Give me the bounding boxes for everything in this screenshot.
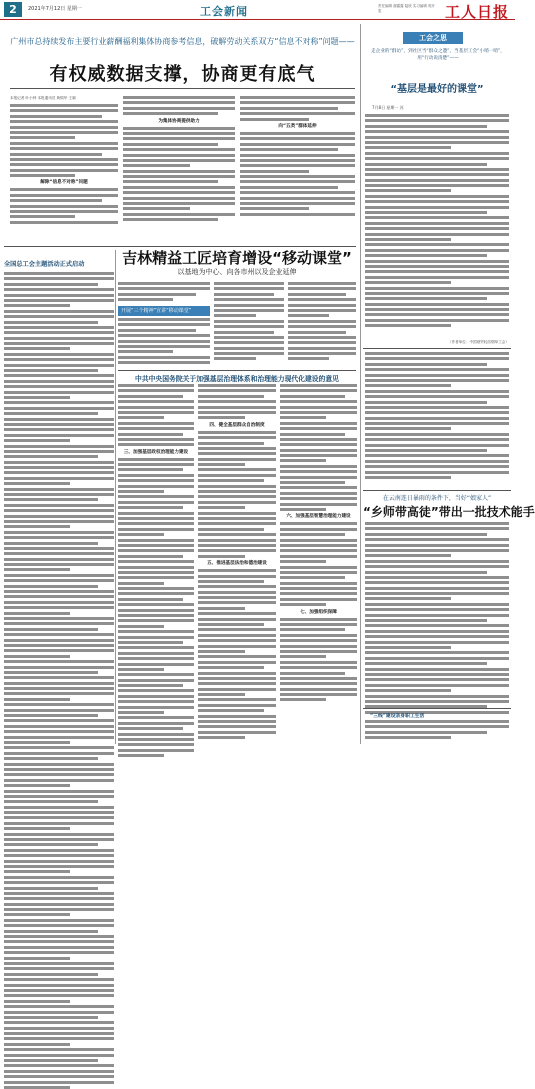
lead-column-3 <box>240 96 355 246</box>
story2-lead <box>118 282 210 304</box>
lead-column-1 <box>10 96 118 246</box>
story2-col-3 <box>288 282 356 368</box>
sidebar-headline: “基层是最好的课堂” <box>390 84 484 95</box>
divider <box>363 348 511 349</box>
sidebar-footer: （作者单位：中国财贸轻纺烟草工会） <box>447 340 509 344</box>
story3-col-2 <box>198 384 276 744</box>
masthead <box>0 0 515 20</box>
divider <box>118 370 356 371</box>
story4-body <box>365 522 509 708</box>
story2-title: 吉林精益工匠培育增设“移动课堂” <box>122 249 352 267</box>
story3-subhead-3: 三、加强基层政权治理能力建设 <box>123 449 189 455</box>
bottom-story-body <box>365 720 509 746</box>
bottom-story-title: “三线”建设亲身职工生活 <box>370 714 425 719</box>
sidebar-author: 7月8日 星期一 苏 <box>372 105 404 110</box>
story2-subtitle: 以基地为中心、向各市州以及企业延伸 <box>177 268 297 276</box>
sidebar-mark: 工会之思 <box>403 32 463 44</box>
column-divider <box>360 24 361 744</box>
newspaper-logo: 工人日报 <box>445 3 510 21</box>
story4-headline: “乡师带高徒”带出一批技术能手 <box>363 505 535 519</box>
divider <box>363 708 511 709</box>
editor-info: 责任编辑 谢露露 陆欣 实习编辑 郭开玺 <box>378 4 435 13</box>
story2-tag: 开展“三个精神”宣讲“移动课堂” <box>118 306 210 316</box>
story3-subhead-7: 七、加强组织保障 <box>300 609 337 615</box>
issue-date: 2021年7月12日 星期一 <box>28 6 82 12</box>
left-story-headline: 全国总工会主题活动正式启动 <box>4 261 85 268</box>
divider <box>10 88 355 89</box>
story3-subhead-6: 六、加强基层智慧治理能力建设 <box>286 514 351 520</box>
story3-title: 中共中央国务院关于加强基层治理体系和治理能力现代化建设的意见 <box>135 375 339 383</box>
section-title: 工会新闻 <box>200 5 248 18</box>
sidebar-box <box>363 26 511 114</box>
lead-subhead-1: 解除“信息不对称”问题 <box>40 180 88 186</box>
divider <box>363 490 511 491</box>
sidebar-body <box>365 114 509 338</box>
column-divider <box>115 250 116 744</box>
sidebar-quote: 走企业的“群访”，到社区当“群众之邀”，当基层工会“小哨一哨”，用“行动说清楚”—— <box>371 49 505 61</box>
story4-kicker: 在云南连日暴雨的条件下，当好“娘家人” <box>382 495 492 502</box>
story3-col-3 <box>280 384 357 744</box>
sidebar-story-2 <box>365 352 509 490</box>
story2-col-1 <box>118 318 210 368</box>
page-number: 2 <box>4 2 22 17</box>
story3-subhead-4: 四、健全基层群众自治制度 <box>209 422 265 428</box>
lead-headline: 有权威数据支撑，协商更有底气 <box>49 64 316 85</box>
lead-subhead-2: 为集体协商提供助力 <box>158 118 200 124</box>
story3-col-1 <box>118 384 194 744</box>
left-story-body <box>4 272 114 742</box>
story2-col-2 <box>214 282 284 368</box>
lead-byline: 本报记者 叶小钟 本报通讯员 黄锦华 王颖 <box>10 96 76 100</box>
lead-kicker: 广州市总持续发布主要行业薪酬福利集体协商参考信息，破解劳动关系双方“信息不对称”问题—— <box>10 37 355 46</box>
lead-subhead-3: 向“五类”群体延伸 <box>278 123 317 129</box>
story3-subhead-5: 五、推进基层法治和德治建设 <box>207 561 267 567</box>
lead-column-2 <box>123 96 235 246</box>
